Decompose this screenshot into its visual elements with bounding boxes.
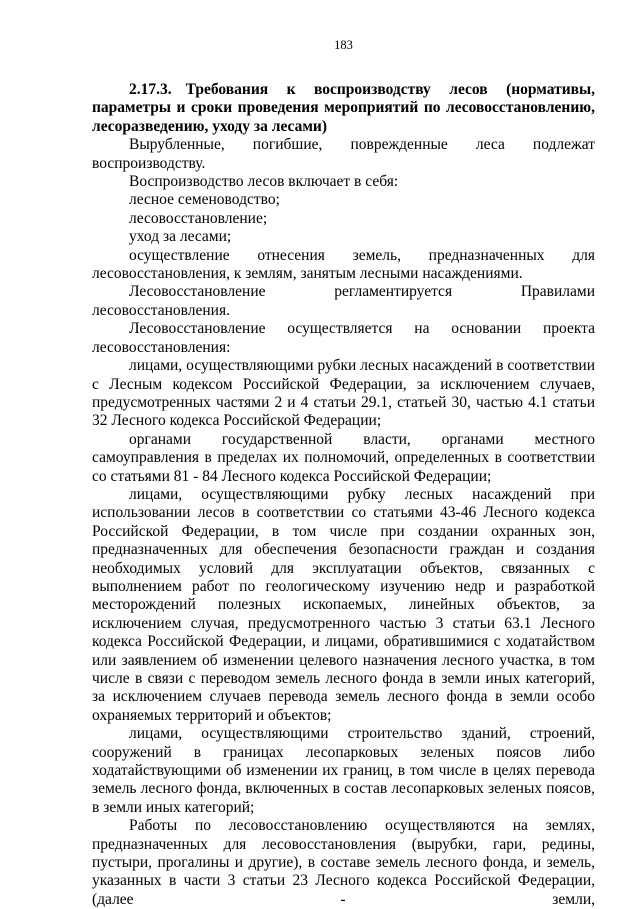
list-item: лесное семеноводство; xyxy=(129,191,280,209)
list-item: лицами, осуществляющими рубки лесных насаждений в соответствии с Лесным кодексом Российской Федерации, за исключением случаев, предусмотренных частями 2 и 4 статьи 29.1, статьей 30, частью 4.1 статьи 32 Лесного кодекса Российской Федерации; xyxy=(92,357,595,430)
paragraph: Воспроизводство лесов включает в себя: xyxy=(129,173,399,191)
list-item: осуществление отнесения земель, предназначенных для лесовосстановления, к землям, занятым лесными насаждениями. xyxy=(92,246,595,283)
paragraph: Вырубленные, погибшие, поврежденные леса подлежат воспроизводству. xyxy=(92,136,595,172)
section-heading xyxy=(92,81,595,136)
section-title: Требования к воспроизводству лесов (нормативы, параметры и сроки проведения мероприятий по лесовосстановлению, лесоразведению, уходу за лесами) xyxy=(92,81,595,135)
page-number: 183 xyxy=(334,38,353,52)
paragraph: Работы по лесовосстановлению осуществляются на землях, предназначенных для лесовосстановления (вырубки, гари, редины, пустыри, прогалины и другие), в составе земель лесного фонда, и земель, указанных в части 3 статьи 23 Лесного кодекса Российской Федерации, (далее - земли, xyxy=(92,817,595,908)
list-item: лицами, осуществляющими строительство зданий, строений, сооружений в границах лесопарковых зеленых поясов либо ходатайствующими об изменении их границ, в том числе в целях перевода земель лесного фонда, включенных в состав лесопарковых зеленых поясов, в земли иных категорий; xyxy=(92,725,595,816)
list-item: лесовосстановление; xyxy=(129,209,268,227)
paragraph: Лесовосстановление осуществляется на основании проекта лесовосстановления: xyxy=(92,320,595,356)
paragraph: Лесовосстановление регламентируется Правилами лесовосстановления. xyxy=(92,283,595,319)
list-item: органами государственной власти, органами местного самоуправления в пределах их полномочий, определенных в соответствии со статьями 81 - 84 Лесного кодекса Российской Федерации; xyxy=(92,430,595,485)
section-number: 2.17.3. xyxy=(129,81,172,98)
list-item: уход за лесами; xyxy=(129,228,232,246)
list-item: лицами, осуществляющими рубку лесных насаждений при использовании лесов в соответствии со статьями 43-46 Лесного кодекса Российской Федерации, в том числе при создании охранных зон, предназначенных для обеспечения безопасности граждан и создания необходимых условий для эксплуатации объектов, связанных с выполнением работ по геологическому изучению недр и разработкой месторождений полезных ископаемых, линейных объектов, за исключением случая, предусмотренного частью 3 статьи 63.1 Лесного кодекса Российской Федерации, и лицами, обратившимися с ходатайством или заявлением об изменении целевого назначения лесного участка, в том числе в связи с переводом земель лесного фонда в земли иных категорий, за исключением случаев перевода земель лесного фонда в земли особо охраняемых территорий и объектов; xyxy=(92,485,595,724)
